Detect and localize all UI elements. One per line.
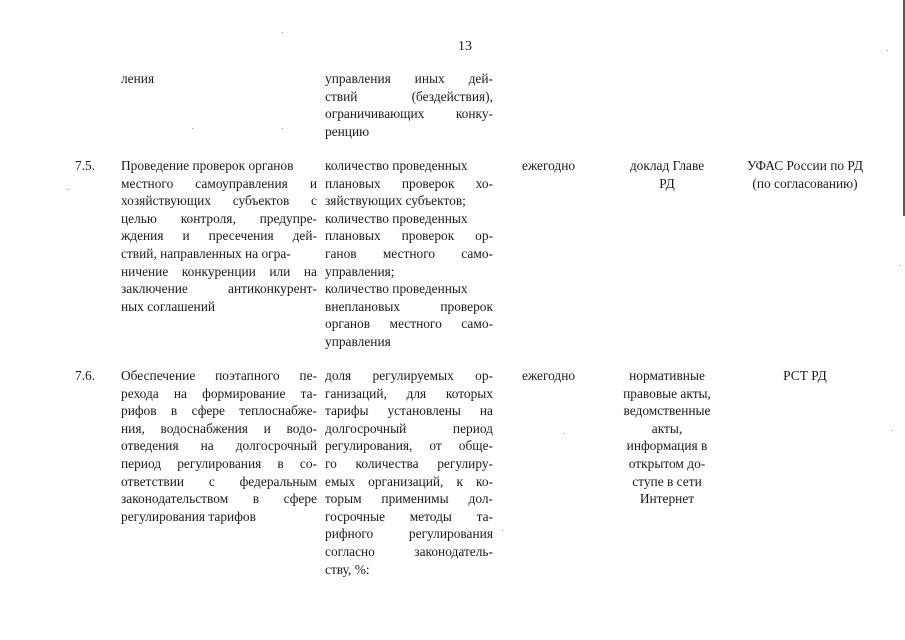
text-line: ограничивающих конку- bbox=[325, 106, 493, 122]
scan-speck bbox=[282, 128, 283, 129]
text-line: ответствии с федеральным bbox=[121, 473, 317, 489]
text-line: период регулирования в со- bbox=[121, 455, 317, 471]
text-line: ганизаций, для которых bbox=[325, 385, 493, 401]
row-report-form bbox=[612, 367, 722, 508]
text-line: регулирования тарифов bbox=[121, 508, 256, 524]
scan-speck bbox=[564, 433, 565, 434]
text-line: торым применимы дол- bbox=[325, 491, 493, 507]
text-line: УФАС России по РД bbox=[747, 158, 863, 173]
text-line: акты, bbox=[651, 420, 683, 436]
scan-speck bbox=[892, 430, 893, 431]
row-indicators bbox=[325, 367, 493, 578]
text-line: ждения и пресечения дей- bbox=[121, 228, 317, 244]
text-line: ничение конкуренции или на bbox=[121, 263, 317, 279]
scan-speck bbox=[887, 50, 888, 51]
text-line: отведения на долгосрочный bbox=[121, 438, 317, 454]
text-line: емых организаций, к ко- bbox=[325, 473, 493, 489]
text-line: зяйствующих субъектов; bbox=[325, 193, 466, 209]
text-line: доля регулируемых ор- bbox=[325, 368, 493, 383]
text-line: органов местного само- bbox=[325, 316, 493, 332]
text-line: заключение антиконкурент- bbox=[121, 281, 317, 297]
text-line: долгосрочный период bbox=[325, 420, 493, 436]
scan-speck bbox=[67, 189, 68, 190]
text-line: управления; bbox=[325, 263, 395, 279]
scan-speck bbox=[192, 128, 193, 129]
text-line: законодательством в сфере bbox=[121, 491, 317, 507]
text-line: рифного регулирования bbox=[325, 526, 493, 542]
text-line: доклад Главе bbox=[629, 158, 705, 173]
text-line: ству, %: bbox=[325, 561, 370, 577]
text-line: нормативные bbox=[629, 368, 705, 383]
text-line: го количества регулиру- bbox=[325, 455, 493, 471]
text-line: хозяйствующих субъектов с bbox=[121, 193, 317, 209]
text-line: управления иных дей- bbox=[325, 71, 493, 86]
text-line: количество проведенных bbox=[325, 281, 468, 297]
text-line: рехода на формирование та- bbox=[121, 385, 317, 401]
text-line: количество проведенных bbox=[325, 210, 468, 226]
continuation-description bbox=[121, 70, 317, 88]
row-number: 7.6. bbox=[75, 368, 96, 383]
row-report-form bbox=[612, 157, 722, 192]
text-line: ния, водоснабжения и водо- bbox=[121, 420, 317, 436]
text-line: госрочные методы та- bbox=[325, 508, 493, 524]
text-line: внеплановых проверок bbox=[325, 298, 493, 314]
row-period: ежегодно bbox=[522, 158, 576, 173]
row-description bbox=[121, 367, 317, 525]
text-line: РСТ РД bbox=[783, 368, 827, 383]
text-line: ступе в сети bbox=[632, 473, 702, 489]
text-line: тарифы установлены на bbox=[325, 403, 493, 419]
text-line: информация в bbox=[626, 438, 708, 454]
text-line: РД bbox=[659, 175, 675, 191]
text-line: ных соглашений bbox=[121, 298, 216, 314]
continuation-indicator bbox=[325, 70, 493, 140]
text-line: плановых проверок хо- bbox=[325, 175, 493, 191]
row-responsible bbox=[730, 367, 880, 385]
text-line: правовые акты, bbox=[623, 385, 711, 401]
row-description bbox=[121, 157, 317, 315]
text-line: открытом до- bbox=[628, 455, 706, 471]
text-line: согласно законодатель- bbox=[325, 543, 493, 559]
text-line: целью контроля, предупре- bbox=[121, 210, 317, 226]
text-line: управления bbox=[325, 333, 391, 349]
row-number: 7.5. bbox=[75, 158, 96, 173]
text-line: ления bbox=[121, 71, 155, 86]
text-line: рифов в сфере теплоснабже- bbox=[121, 403, 317, 419]
scan-speck bbox=[502, 530, 503, 531]
text-line: количество проведенных bbox=[325, 158, 468, 173]
text-line: ствий, направленных на огра- bbox=[121, 245, 291, 261]
text-line: ганов местного само- bbox=[325, 245, 493, 261]
text-line: ствий (бездействия), bbox=[325, 88, 493, 104]
text-line: плановых проверок ор- bbox=[325, 228, 493, 244]
text-line: ренцию bbox=[325, 123, 370, 139]
text-line: Интернет bbox=[639, 491, 695, 507]
text-line: Обеспечение поэтапного пе- bbox=[121, 368, 317, 383]
text-line: регулирования, от обще- bbox=[325, 438, 493, 454]
page-number: 13 bbox=[458, 39, 472, 54]
row-indicators bbox=[325, 157, 493, 351]
text-line: (по согласованию) bbox=[752, 175, 858, 191]
scan-speck bbox=[900, 265, 901, 266]
text-line: местного самоуправления и bbox=[121, 175, 317, 191]
text-line: Проведение проверок органов bbox=[121, 158, 294, 173]
row-period: ежегодно bbox=[522, 368, 576, 383]
scan-speck bbox=[282, 32, 283, 33]
row-responsible bbox=[730, 157, 880, 192]
text-line: ведомственные bbox=[623, 403, 711, 419]
